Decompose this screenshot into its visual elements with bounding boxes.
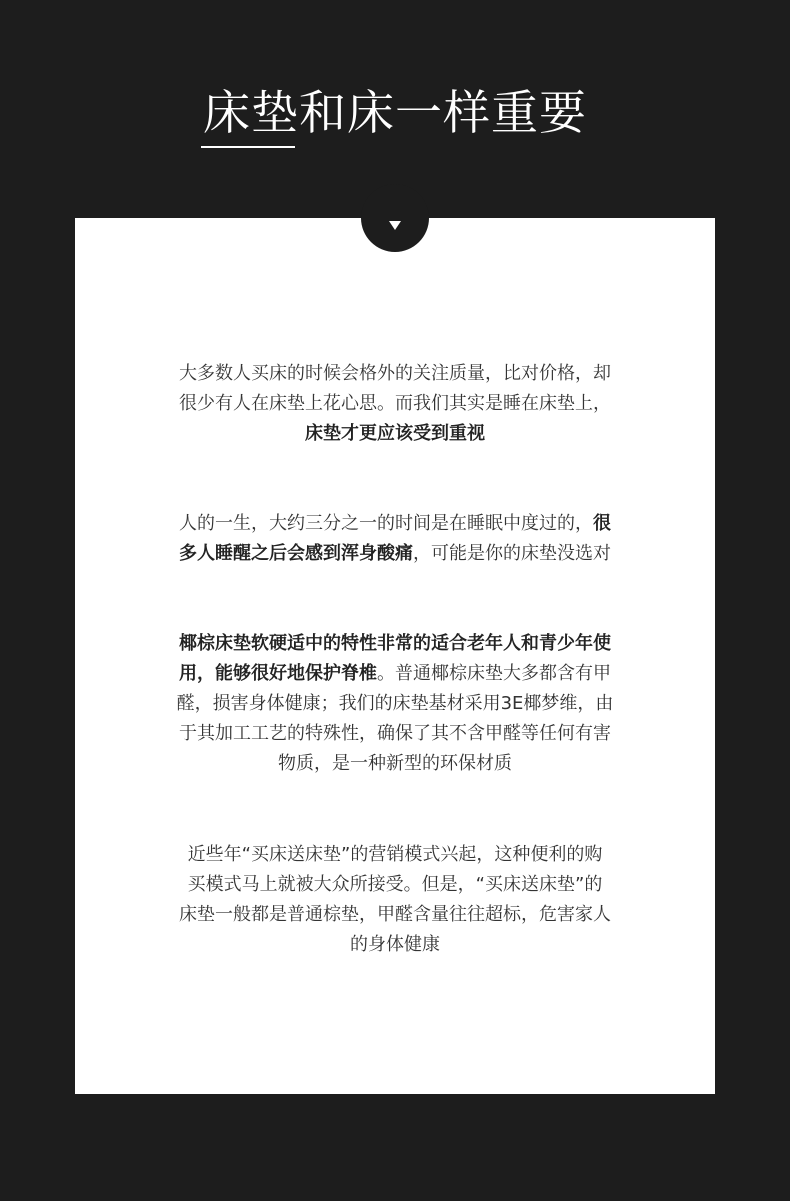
- paragraph-free-mattress: [150, 840, 640, 960]
- paragraph-mattress-importance: [150, 359, 640, 449]
- bold-text: 椰棕床垫软硬适中的特性非常的适合老年人和青少年使: [179, 633, 611, 654]
- paragraph-line: 近些年“买床送床垫”的营销模式兴起，这种便利的购: [187, 844, 603, 865]
- normal-text: ，可能是你的床垫没选对: [413, 543, 611, 564]
- paragraph-line: 床垫一般都是普通棕垫，甲醛含量往往超标，危害家人: [179, 904, 611, 925]
- paragraph-line: 醛，损害身体健康；我们的床垫基材采用3E椰梦维，由: [176, 693, 614, 714]
- normal-text: 人的一生，大约三分之一的时间是在睡眠中度过的，: [179, 513, 593, 534]
- paragraph-line: 买模式马上就被大众所接受。但是，“买床送床垫”的: [187, 874, 603, 895]
- page-title: 床垫和床一样重要: [203, 86, 587, 141]
- paragraph-line: [150, 509, 640, 539]
- paragraph-line: [150, 659, 640, 689]
- paragraph-line: 的身体健康: [350, 934, 440, 955]
- paragraph-sleep-time: [150, 509, 640, 569]
- normal-text: 。普通椰棕床垫大多都含有甲: [377, 663, 611, 684]
- paragraph-coir-mattress: [150, 629, 640, 779]
- bold-text: 床垫才更应该受到重视: [305, 423, 485, 444]
- bold-text: 用，能够很好地保护脊椎: [179, 663, 377, 684]
- chevron-down-icon: [389, 221, 401, 230]
- paragraph-line: [150, 419, 640, 449]
- card-notch: [361, 184, 429, 252]
- paragraph-line: 大多数人买床的时候会格外的关注质量，比对价格，却: [179, 363, 611, 384]
- title-underline: [201, 146, 295, 148]
- paragraph-line: [150, 539, 640, 569]
- paragraph-line: 于其加工工艺的特殊性，确保了其不含甲醛等任何有害: [179, 723, 611, 744]
- paragraph-line: 物质，是一种新型的环保材质: [278, 753, 512, 774]
- bold-text: 很: [593, 513, 611, 534]
- bold-text: 多人睡醒之后会感到浑身酸痛: [179, 543, 413, 564]
- paragraph-line: [150, 629, 640, 659]
- paragraph-line: 很少有人在床垫上花心思。而我们其实是睡在床垫上，: [179, 393, 611, 414]
